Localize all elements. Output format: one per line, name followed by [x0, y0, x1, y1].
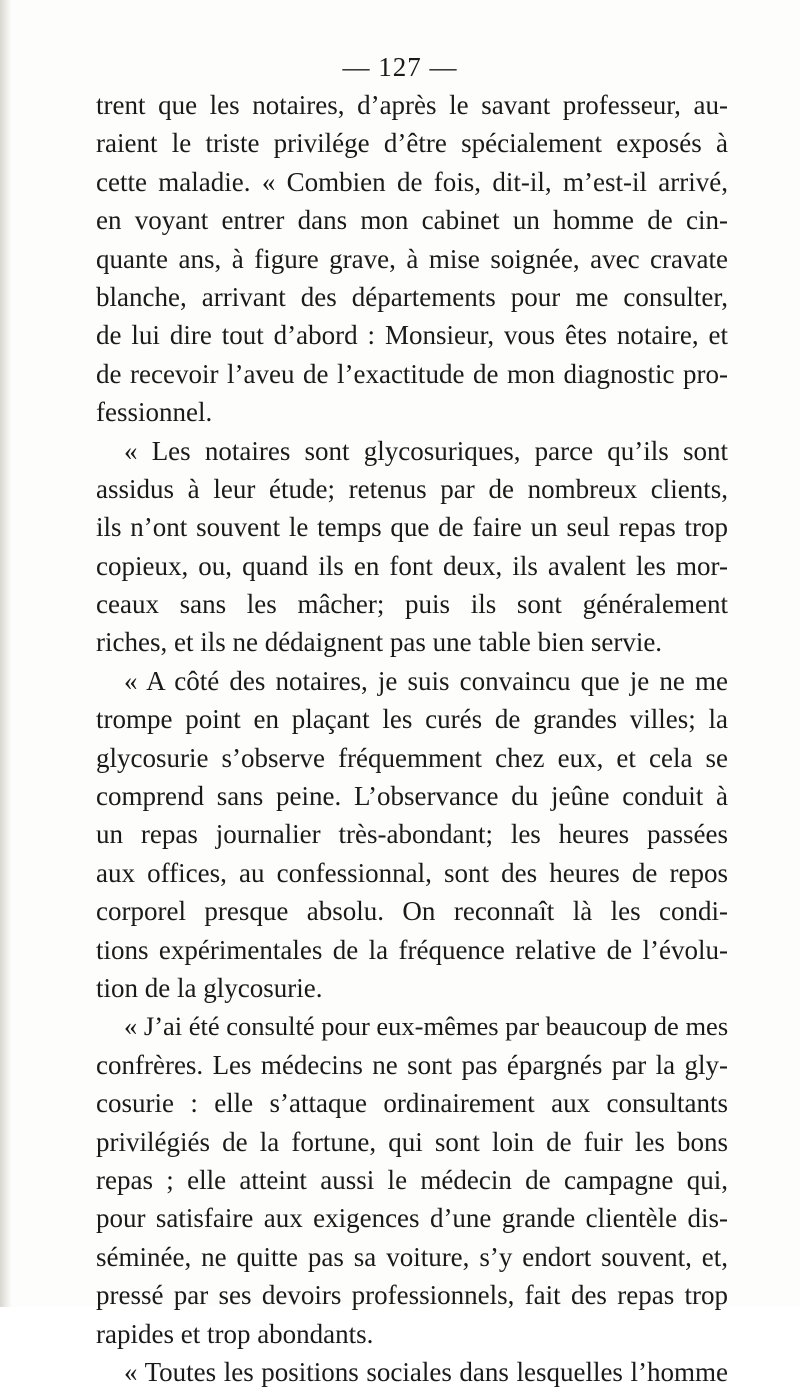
page-number: — 127 — — [342, 52, 458, 82]
text-line: tions expérimentales de la fréquence relative de l’évolu- — [96, 934, 728, 965]
text-line: raient le triste privilége d’être spécialement exposés à — [96, 128, 728, 159]
text-line: aux offices, au confessionnal, sont des heures de repos — [96, 857, 728, 888]
page-binding-edge — [0, 0, 12, 1307]
text-line: riches, et ils ne dédaignent pas une table bien servie. — [96, 627, 663, 658]
text-line: cosurie : elle s’attaque ordinairement aux consultants — [96, 1088, 728, 1119]
text-line: comprend sans peine. L’observance du jeûne conduit à — [96, 781, 728, 812]
text-line: trompe point en plaçant les curés de grandes villes; la — [96, 704, 728, 735]
text-line: « Les notaires sont glycosuriques, parce qu’ils sont — [124, 435, 728, 466]
text-line: repas ; elle atteint aussi le médecin de campagne qui, — [96, 1164, 728, 1195]
text-line: un repas journalier très-abondant; les heures passées — [96, 819, 728, 850]
text-line: fessionnel. — [96, 397, 213, 428]
text-line: ils n’ont souvent le temps que de faire un seul repas trop — [96, 512, 728, 543]
text-line: « J’ai été consulté pour eux-mêmes par beaucoup de mes — [124, 1011, 729, 1042]
text-line: « Toutes les positions sociales dans lesquelles l’homme — [124, 1356, 728, 1387]
body-text — [96, 86, 728, 1391]
text-line: trent que les notaires, d’après le savant professeur, au- — [96, 90, 728, 120]
text-line: de recevoir l’aveu de l’exactitude de mon diagnostic pro- — [96, 358, 728, 389]
text-line: quante ans, à figure grave, à mise soignée, avec cravate — [96, 243, 728, 274]
text-line: confrères. Les médecins ne sont pas épargnés par la gly- — [96, 1049, 728, 1080]
text-line: en voyant entrer dans mon cabinet un homme de cin- — [96, 205, 728, 236]
text-line: corporel presque absolu. On reconnaît là les condi- — [96, 896, 728, 927]
text-line: cette maladie. « Combien de fois, dit-il, m’est-il arrivé, — [96, 166, 728, 197]
text-line: rapides et trop abondants. — [96, 1318, 374, 1349]
text-line: séminée, ne quitte pas sa voiture, s’y endort souvent, et, — [96, 1241, 728, 1272]
text-line: de lui dire tout d’abord : Monsieur, vous êtes notaire, et — [96, 320, 728, 351]
text-line: glycosurie s’observe fréquemment chez eux, et cela se — [96, 742, 728, 773]
text-line: blanche, arrivant des départements pour me consulter, — [96, 281, 728, 312]
text-line: assidus à leur étude; retenus par de nombreux clients, — [96, 473, 728, 504]
text-line: pour satisfaire aux exigences d’une grande clientèle dis- — [96, 1203, 728, 1234]
text-line: privilégiés de la fortune, qui sont loin de fuir les bons — [96, 1126, 728, 1157]
text-line: ceaux sans les mâcher; puis ils sont généralement — [96, 589, 728, 620]
text-line: pressé par ses devoirs professionnels, fait des repas trop — [96, 1280, 728, 1311]
text-line: tion de la glycosurie. — [96, 972, 323, 1003]
text-line: « A côté des notaires, je suis convaincu que je ne me — [124, 665, 728, 696]
text-line: copieux, ou, quand ils en font deux, ils avalent les mor- — [96, 550, 728, 581]
